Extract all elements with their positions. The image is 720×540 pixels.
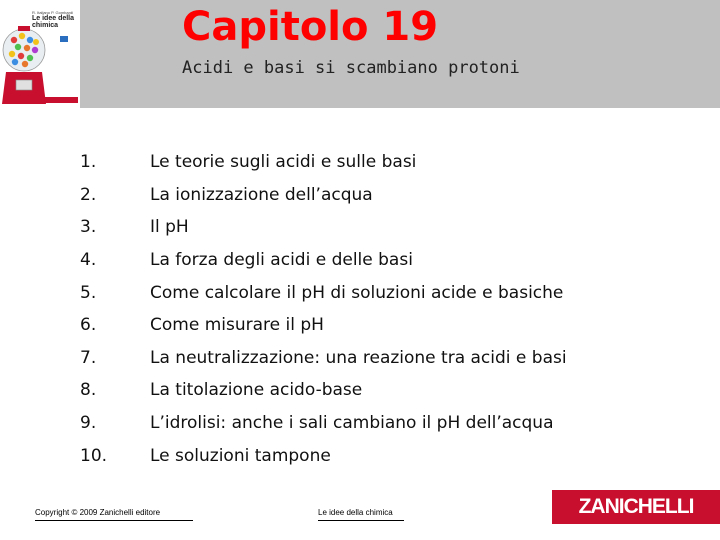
toc-item — [80, 211, 700, 244]
toc-number: 7. — [80, 347, 97, 368]
toc-number: 8. — [80, 380, 97, 401]
toc-item — [80, 342, 700, 375]
cover-authors: R. Italiano P. Gombardi — [32, 10, 74, 15]
cover-book-title: Le idee della chimica — [32, 15, 75, 29]
publisher-logo: ZANICHELLI — [552, 490, 720, 524]
toc-number: 9. — [80, 413, 97, 434]
toc-item — [80, 179, 700, 212]
toc-text: La titolazione acido-base — [150, 380, 363, 401]
toc-text: La neutralizzazione: una reazione tra acidi e basi — [150, 347, 567, 368]
toc-text: Come misurare il pH — [150, 315, 324, 336]
toc-item — [80, 309, 700, 342]
toc-number: 1. — [80, 152, 97, 173]
chapter-title: Capitolo 19 — [182, 4, 439, 50]
toc-text: Come calcolare il pH di soluzioni acide e basiche — [150, 282, 564, 303]
toc-item — [80, 439, 700, 472]
toc-text: Le soluzioni tampone — [150, 445, 331, 466]
toc-item — [80, 276, 700, 309]
footer-divider — [35, 520, 193, 521]
toc-number: 6. — [80, 315, 97, 336]
toc-text: La ionizzazione dell’acqua — [150, 184, 373, 205]
toc-text: Le teorie sugli acidi e sulle basi — [150, 152, 417, 173]
cover-title — [32, 10, 78, 29]
toc-item — [80, 374, 700, 407]
header-band — [0, 0, 720, 108]
toc-number: 3. — [80, 217, 97, 238]
toc-text: L’idrolisi: anche i sali cambiano il pH dell’acqua — [150, 413, 554, 434]
table-of-contents — [80, 146, 700, 472]
footer-book-title: Le idee della chimica — [318, 508, 393, 517]
toc-number: 4. — [80, 250, 97, 271]
toc-text: La forza degli acidi e delle basi — [150, 250, 413, 271]
toc-item — [80, 407, 700, 440]
toc-item — [80, 244, 700, 277]
book-cover-image — [0, 0, 80, 108]
footer-divider — [318, 520, 404, 521]
footer-copyright: Copyright © 2009 Zanichelli editore — [35, 508, 161, 517]
toc-item — [80, 146, 700, 179]
toc-number: 2. — [80, 184, 97, 205]
toc-number: 10. — [80, 445, 108, 466]
toc-number: 5. — [80, 282, 97, 303]
chapter-subtitle: Acidi e basi si scambiano protoni — [182, 58, 520, 78]
toc-text: Il pH — [150, 217, 189, 238]
